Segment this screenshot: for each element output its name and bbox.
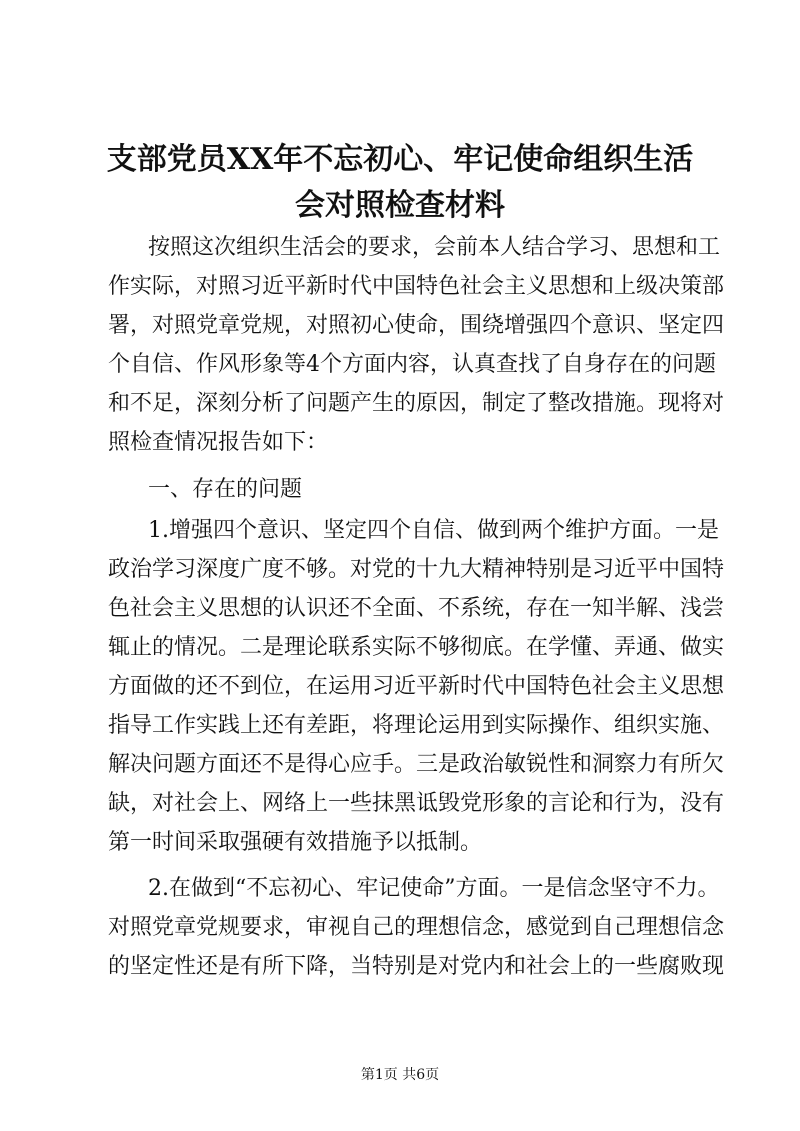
body-line: 按照这次组织生活会的要求，会前本人结合学习、思想和工 [148,235,721,260]
body-line: 署，对照党章党规，对照初心使命，围绕增强四个意识、坚定四 [108,313,725,338]
document-title-line-2: 会对照检查材料 [295,188,505,223]
body-line: 第一时间采取强硬有效措施予以抵制。 [108,830,483,855]
body-line: 指导工作实践上还有差距，将理论运用到实际操作、组织实施、 [108,713,725,738]
body-line: 缺，对社会上、网络上一些抹黑诋毁党形象的言论和行为，没有 [108,791,725,816]
page-footer: 第1页 共6页 [360,1067,440,1083]
body-line: 1.增强四个意识、坚定四个自信、做到两个维护方面。一是 [148,518,719,543]
body-line: 对照党章党规要求，审视自己的理想信念，感觉到自己理想信念 [108,915,725,940]
body-line: 政治学习深度广度不够。对党的十九大精神特别是习近平中国特 [108,557,725,582]
body-line: 解决问题方面还不是得心应手。三是政治敏锐性和洞察力有所欠 [108,752,725,777]
body-line: 和不足，深刻分析了问题产生的原因，制定了整改措施。现将对 [108,391,725,416]
body-line: 个自信、作风形象等4个方面内容，认真查找了自身存在的问题 [108,352,716,377]
section-heading: 一、存在的问题 [148,477,303,502]
body-line: 照检查情况报告如下： [108,430,329,455]
body-line: 2.在做到“不忘初心、牢记使命”方面。一是信念坚守不力。 [148,876,720,901]
body-line: 作实际，对照习近平新时代中国特色社会主义思想和上级决策部 [108,274,725,299]
body-line: 方面做的还不到位，在运用习近平新时代中国特色社会主义思想 [108,674,725,699]
body-line: 的坚定性还是有所下降，当特别是对党内和社会上的一些腐败现 [108,954,725,979]
body-line: 辄止的情况。二是理论联系实际不够彻底。在学懂、弄通、做实 [108,635,725,660]
body-line: 色社会主义思想的认识还不全面、不系统，存在一知半解、浅尝 [108,596,725,621]
document-title-line-1: 支部党员XX年不忘初心、牢记使命组织生活 [106,142,694,177]
